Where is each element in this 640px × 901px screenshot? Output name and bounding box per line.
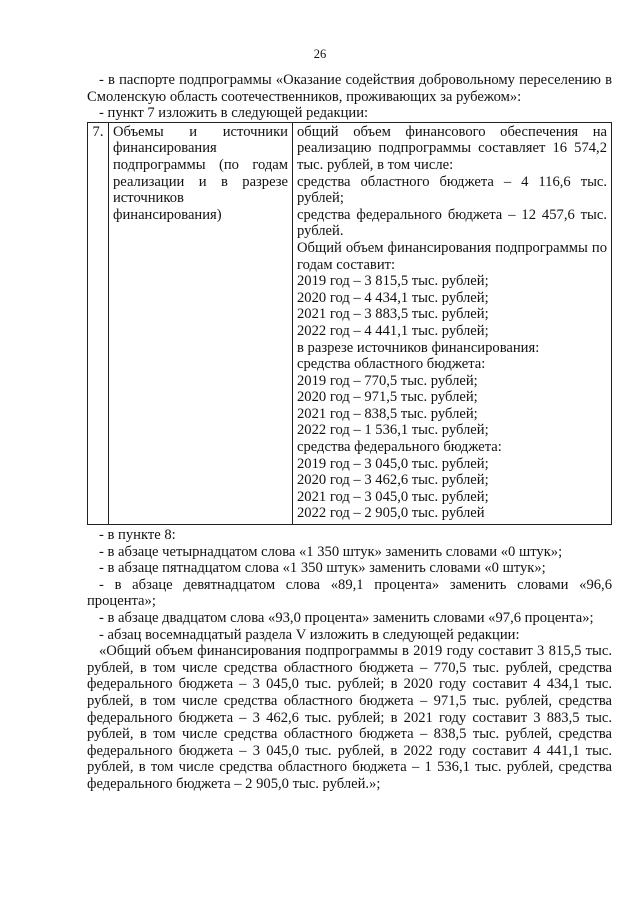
regional-year-line: 2021 год – 838,5 тыс. рублей; <box>297 405 478 422</box>
federal-heading: средства федерального бюджета: <box>297 439 502 456</box>
amendments-list <box>87 527 612 793</box>
regional-total: средства областного бюджета – 4 116,6 тыс. рублей; <box>297 173 607 207</box>
year-line: 2022 год – 4 441,1 тыс. рублей; <box>297 322 489 339</box>
year-line: 2021 год – 3 883,5 тыс. рублей; <box>297 306 489 323</box>
federal-year-line: 2022 год – 2 905,0 тыс. рублей <box>297 505 485 522</box>
regional-year-line: 2022 год – 1 536,1 тыс. рублей; <box>297 422 489 439</box>
federal-year-line: 2021 год – 3 045,0 тыс. рублей; <box>297 488 489 505</box>
by-years-heading: Общий объем финансирования подпрограммы по годам составит: <box>297 239 607 273</box>
year-line: 2020 год – 4 434,1 тыс. рублей; <box>297 289 489 306</box>
page-number: 26 <box>313 47 327 61</box>
intro-point7-paragraph: - пункт 7 изложить в следующей редакции: <box>99 105 369 122</box>
row-label-cell: Объемы и источники финансирования подпрограммы (по годам реализации и в разрезе источников финансирования) <box>109 122 293 524</box>
regional-year-line: 2020 год – 971,5 тыс. рублей; <box>297 389 478 406</box>
row-number-cell: 7. <box>88 122 109 524</box>
list-item: - в абзаце четырнадцатом слова «1 350 штук» заменить словами «0 штук»; <box>99 543 563 560</box>
list-item: - в абзаце двадцатом слова «93,0 процента» заменить словами «97,6 процента»; <box>99 610 594 626</box>
table-row <box>88 122 612 524</box>
regional-year-line: 2019 год – 770,5 тыс. рублей; <box>297 372 478 389</box>
intro-passport-paragraph: - в паспорте подпрограммы «Оказание содействия добровольному переселению в Смоленскую область соотечественников, проживающих за рубежом»: <box>87 72 612 105</box>
list-item: - в абзаце девятнадцатом слова «89,1 процента» заменить словами «96,6 процента»; <box>87 576 612 610</box>
row-value-cell <box>293 122 612 524</box>
list-item: - абзац восемнадцатый раздела V изложить в следующей редакции: <box>99 626 520 643</box>
regional-heading: средства областного бюджета: <box>297 356 486 373</box>
federal-year-line: 2019 год – 3 045,0 тыс. рублей; <box>297 455 489 472</box>
list-item: - в абзаце пятнадцатом слова «1 350 штук» заменить словами «0 штук»; <box>99 560 546 577</box>
passport-table <box>87 122 612 525</box>
quoted-paragraph: «Общий объем финансирования подпрограммы в 2019 году составит 3 815,5 тыс. рублей, в том числе средства областного бюджета – 770,5 тыс. рублей, средства федерального бюджета – 3 045,0 тыс. рублей; в 2020 году составит 4 434,1 тыс. рублей, в том числе средства областного бюджета – 971,5 тыс. рублей, средства федерального бюджета – 3 462,6 тыс. рублей; в 2021 году составит 3 883,5 тыс. рублей, в том числе средства областного бюджета – 838,5 тыс. рублей, средства федерального бюджета – 3 045,0 тыс. рублей, в 2022 году составит 4 441,1 тыс. рублей, в том числе средства областного бюджета – 1 536,1 тыс. рублей, средства федерального бюджета – 2 905,0 тыс. рублей.»; <box>87 643 612 792</box>
summary-text: общий объем финансового обеспечения на реализацию подпрограммы составляет 16 574,2 тыс. рублей, в том числе: <box>297 123 607 173</box>
federal-total: средства федерального бюджета – 12 457,6 тыс. рублей. <box>297 206 607 240</box>
federal-year-line: 2020 год – 3 462,6 тыс. рублей; <box>297 472 489 489</box>
year-line: 2019 год – 3 815,5 тыс. рублей; <box>297 273 489 290</box>
by-sources-heading: в разрезе источников финансирования: <box>297 339 540 356</box>
list-item: - в пункте 8: <box>99 527 176 544</box>
document-body <box>87 72 612 793</box>
